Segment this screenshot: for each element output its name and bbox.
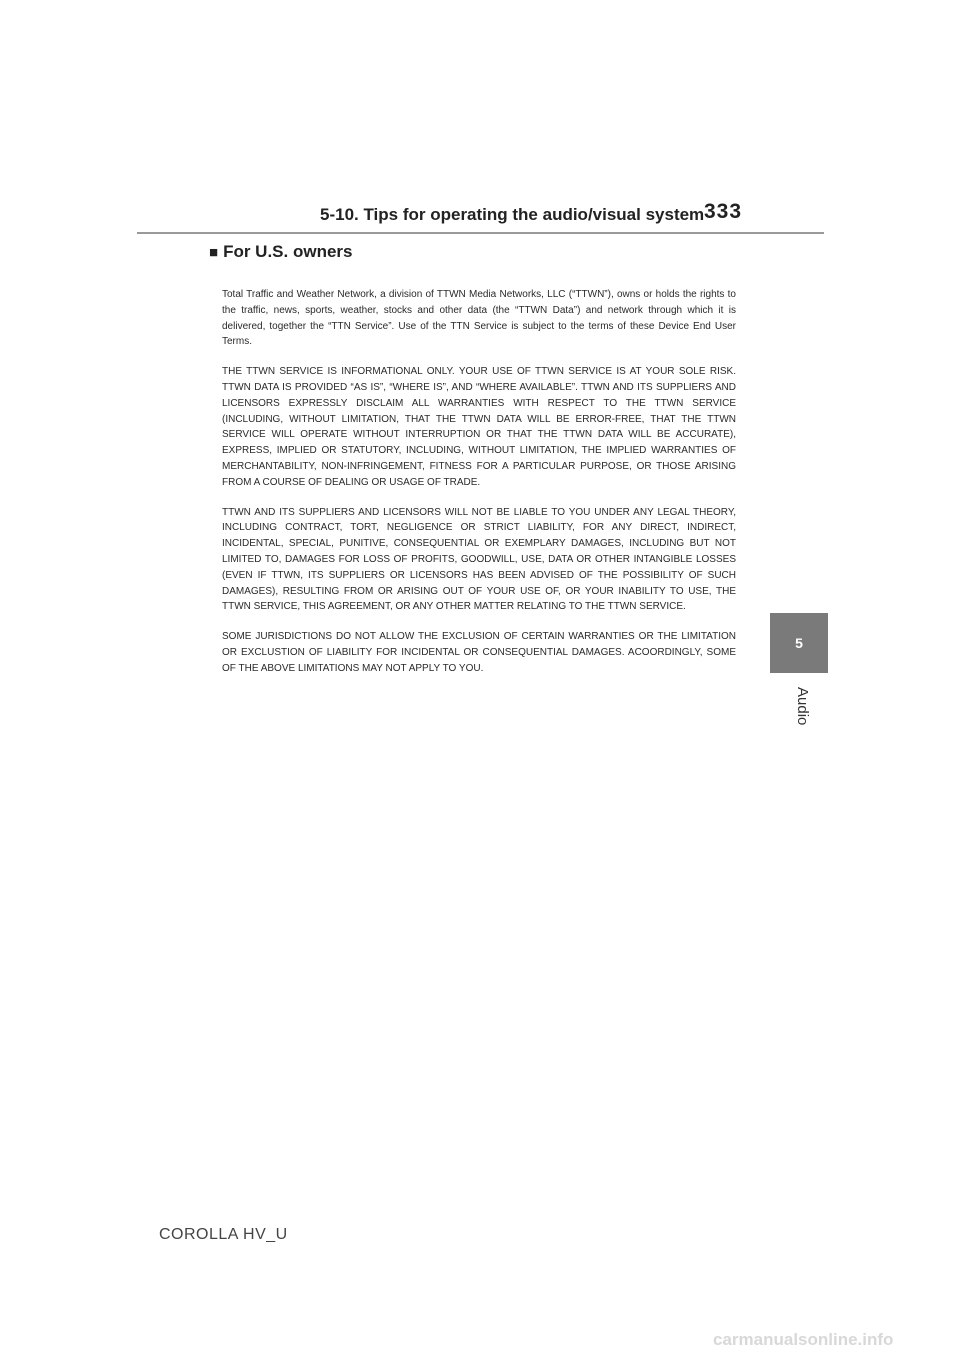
chapter-tab (770, 613, 828, 673)
paragraph-disclaimer: THE TTWN SERVICE IS INFORMATIONAL ONLY. YOUR USE OF TTWN SERVICE IS AT YOUR SOLE RISK. TTWN DATA IS PROVIDED “AS IS”, “WHERE IS”, AND “WHERE AVAILABLE”. TTWN AND ITS SUPPLIERS AND LICENSORS EXPRESSLY DISCLAIM ALL WARRANTIES WITH RESPECT TO THE TTWN SERVICE (INCLUDING, WITHOUT LIMITATION, THAT THE TTWN DATA WILL BE ERROR-FREE, THAT THE TTWN SERVICE WILL OPERATE WITHOUT INTERRUPTION OR THAT THE TTWN DATA WILL BE ACCURATE), EXPRESS, IMPLIED OR STATUTORY, INCLUDING, WITHOUT LIMITATION, THE IMPLIED WARRANTIES OF MERCHANTABILITY, NON-INFRINGEMENT, FITNESS FOR A PARTICULAR PURPOSE, OR THOSE ARISING FROM A COURSE OF DEALING OR USAGE OF TRADE. (222, 366, 736, 488)
header-title: 5-10. Tips for operating the audio/visual system (320, 205, 705, 224)
section-heading-text: For U.S. owners (223, 242, 353, 261)
body-text (222, 287, 736, 691)
square-bullet-icon: ■ (209, 244, 219, 261)
watermark: carmanualsonline.info (713, 1330, 894, 1349)
header-divider (137, 232, 824, 234)
paragraph-jurisdictions: SOME JURISDICTIONS DO NOT ALLOW THE EXCLUSION OF CERTAIN WARRANTIES OR THE LIMITATION OR EXCLUSTION OF LIABILITY FOR INCIDENTAL OR CONSEQUENTIAL DAMAGES. ACOORDINGLY, SOME OF THE ABOVE LIMITATIONS MAY NOT APPLY TO YOU. (222, 631, 736, 674)
footer-model-code: COROLLA HV_U (159, 1226, 288, 1243)
page-number: 333 (704, 200, 743, 223)
chapter-number: 5 (795, 635, 803, 651)
paragraph-intro: Total Traffic and Weather Network, a division of TTWN Media Networks, LLC (“TTWN”), owns or holds the rights to the traffic, news, sports, weather, stocks and other data (the “TTWN Data”) and network through which it is delivered, together the “TTN Service”. Use of the TTN Service is subject to the terms of these Device End User Terms. (222, 289, 736, 348)
chapter-label: Audio (794, 686, 811, 726)
paragraph-liability: TTWN AND ITS SUPPLIERS AND LICENSORS WILL NOT BE LIABLE TO YOU UNDER ANY LEGAL THEORY, INCLUDING CONTRACT, TORT, NEGLIGENCE OR STRICT LIABILITY, FOR ANY DIRECT, INDIRECT, INCIDENTAL, SPECIAL, PUNITIVE, CONSEQUENTIAL OR EXEMPLARY DAMAGES, INCLUDING BUT NOT LIMITED TO, DAMAGES FOR LOSS OF PROFITS, GOODWILL, USE, DATA OR OTHER INTANGIBLE LOSSES (EVEN IF TTWN, ITS SUPPLIERS OR LICENSORS HAS BEEN ADVISED OF THE POSSIBILITY OF SUCH DAMAGES), RESULTING FROM OR ARISING OUT OF YOUR USE OF, OR YOUR INABILITY TO USE, THE TTWN SERVICE, THIS AGREEMENT, OR ANY OTHER MATTER RELATING TO THE TTWN SERVICE. (222, 506, 736, 613)
section-heading (209, 242, 352, 262)
